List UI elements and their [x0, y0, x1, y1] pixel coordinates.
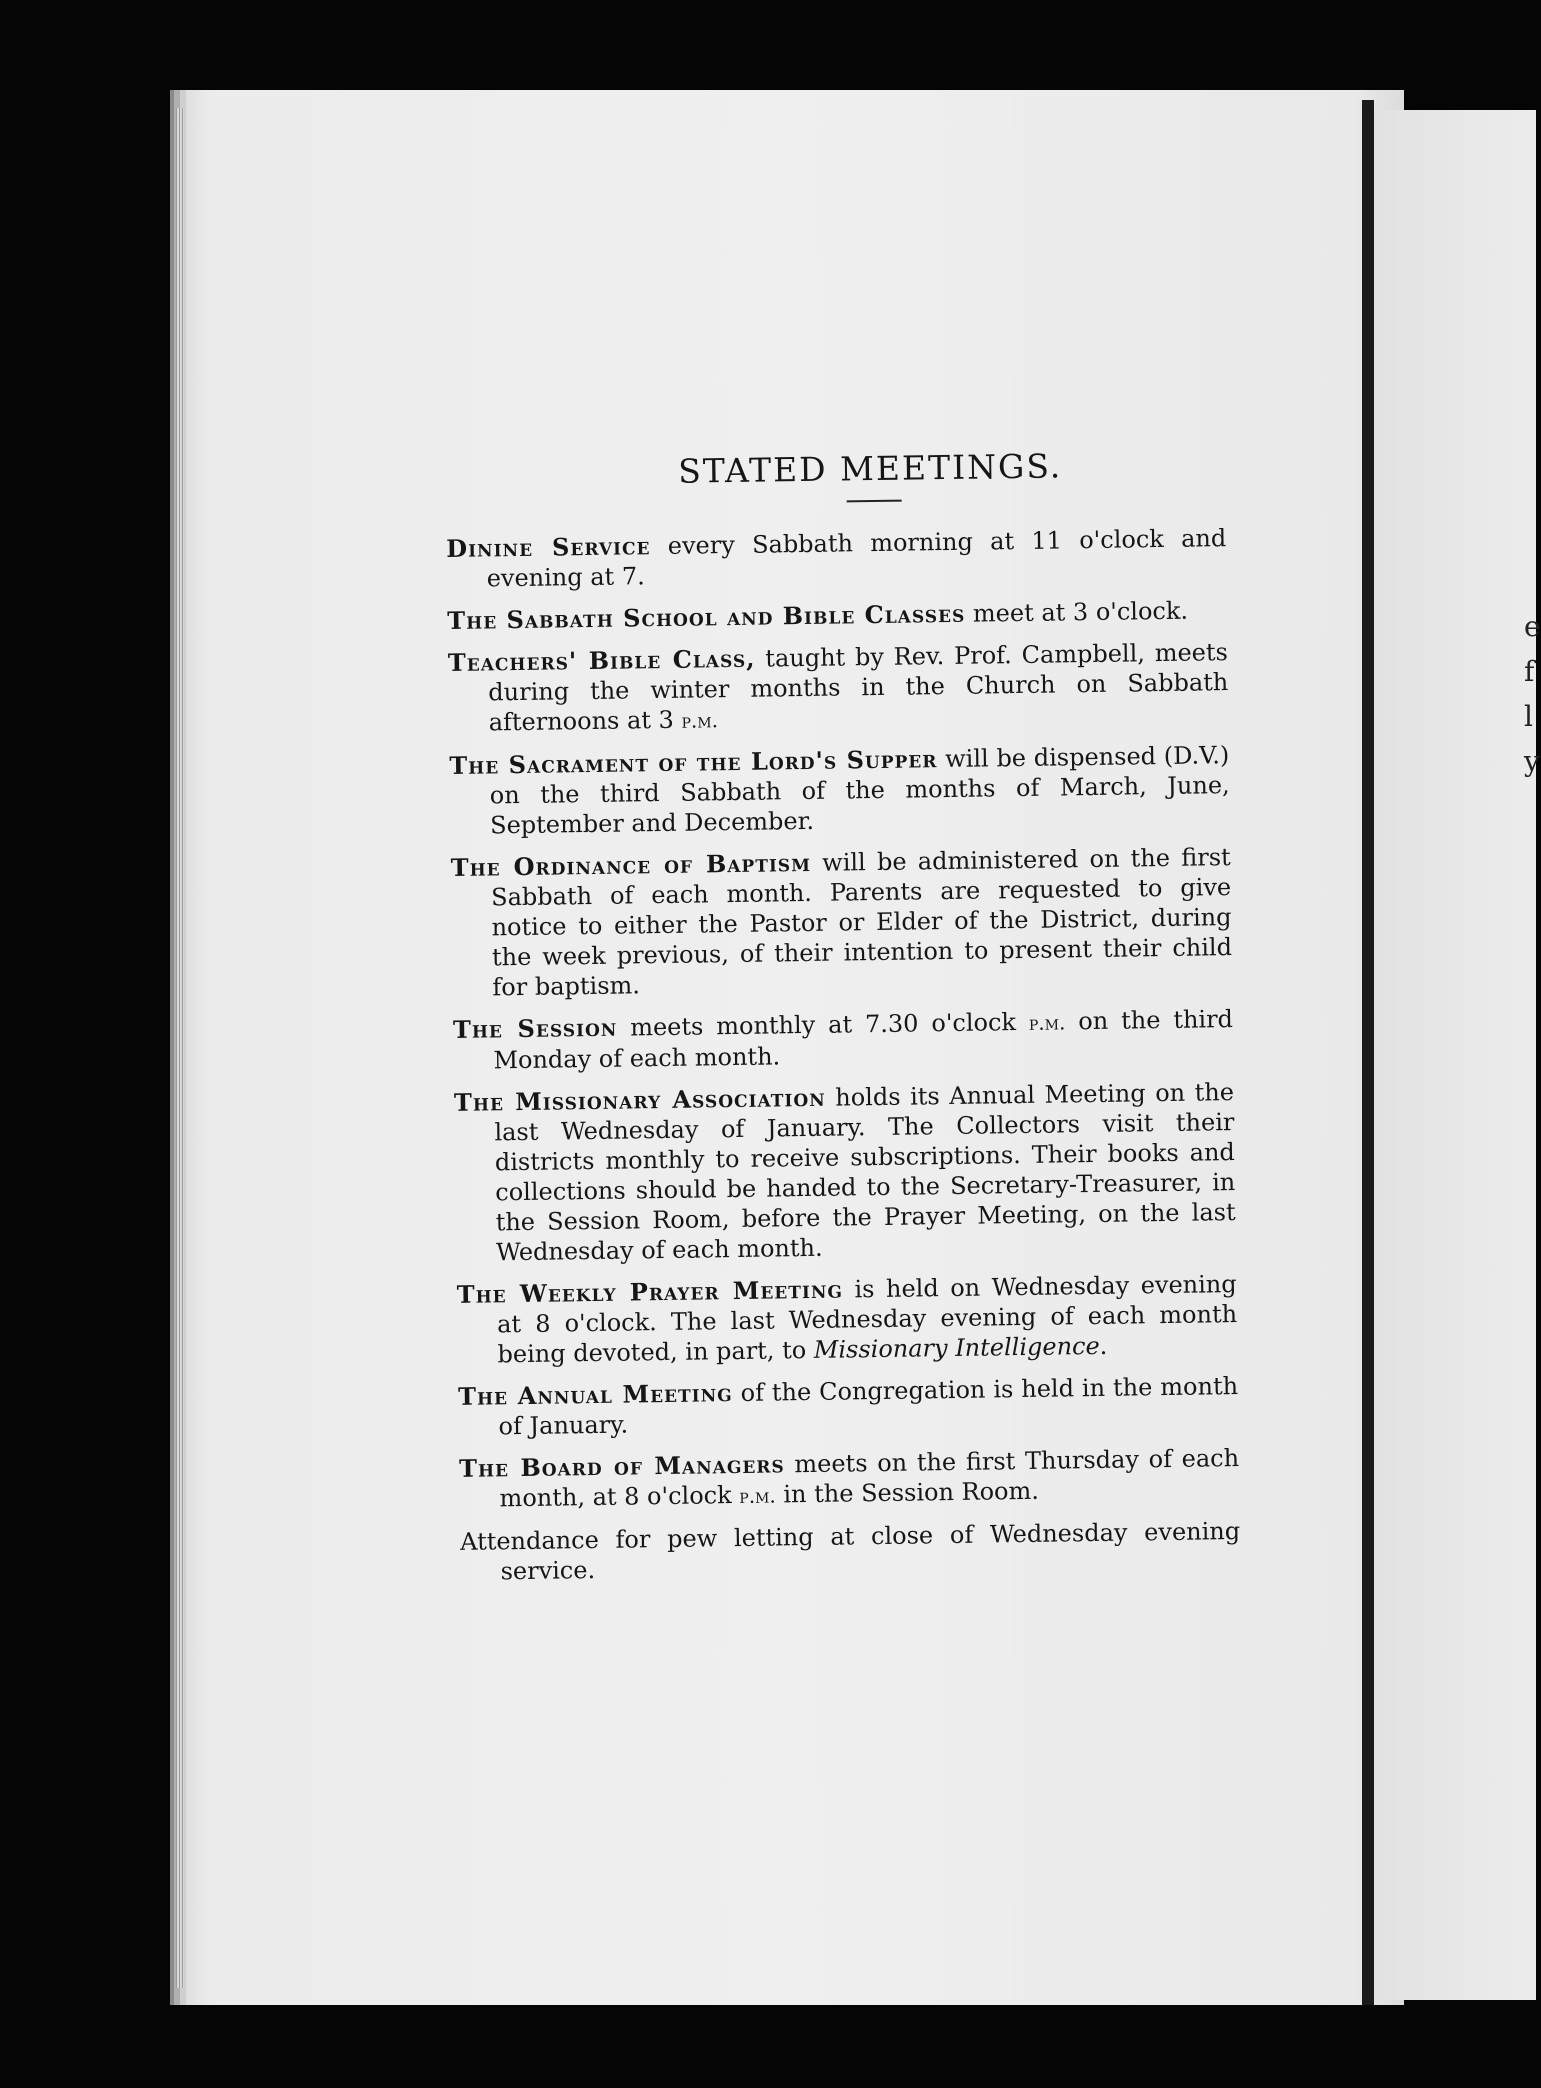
entry-sacrament	[449, 740, 1230, 841]
title-rule	[846, 500, 901, 503]
entry-lead: The Ordinance of Baptism	[450, 847, 812, 882]
entry-lead: The Board of Managers	[458, 1449, 785, 1483]
entry-text: meets on the first Thursday of each month, at 8 o'clock	[499, 1444, 1240, 1513]
entry-text: meets monthly at 7.30 o'clock	[617, 1007, 1030, 1042]
entry-time-suffix: p.m.	[739, 1483, 776, 1508]
entry-text-cont: .	[1099, 1331, 1108, 1360]
entry-text: of the Congregation is held in the month of January.	[498, 1372, 1239, 1441]
entry-text-cont: on the third Monday of each month.	[493, 1005, 1234, 1075]
entry-pew-letting	[460, 1516, 1241, 1587]
entry-text-cont: in the Session Room.	[775, 1476, 1040, 1509]
entry-text: taught by Rev. Prof. Campbell, meets during the winter months in the Church on Sabbath afternoons at 3	[488, 638, 1229, 737]
entry-lead: Dinine Service	[446, 531, 651, 563]
entry-text: holds its Annual Meeting on the last Wednesday of January. The Collectors visit their districts monthly to receive subscriptions. Their books and collections should be handed to the Secretary-Treasurer, in the Session Room, before the Prayer Meeting, on the last Wednesday of each month.	[494, 1078, 1236, 1267]
entry-time-suffix: p.m.	[681, 708, 719, 733]
entry-text: will be administered on the first Sabbath of each month. Parents are requested to give notice to either the Pastor or Elder of the District, during the week previous, of their intention to present their child for baptism.	[490, 843, 1233, 1002]
entry-annual-meeting	[458, 1371, 1239, 1442]
entry-lead: The Annual Meeting	[457, 1378, 733, 1411]
entry-lead: Teachers' Bible Class,	[447, 643, 756, 677]
entry-divine-service	[446, 523, 1227, 594]
page-edge	[176, 108, 184, 1988]
entry-time-suffix: p.m.	[1028, 1010, 1066, 1035]
entry-teachers-bible-class	[448, 637, 1229, 739]
entry-emphasis: Missionary Intelligence	[813, 1331, 1100, 1364]
facing-page-letter: f	[1524, 655, 1535, 688]
entry-baptism	[451, 842, 1233, 1003]
entry-lead: The Sabbath School and Bible Classes	[447, 598, 966, 635]
book-spine	[1362, 100, 1374, 2005]
entry-lead: The Session	[452, 1012, 618, 1044]
entry-lead: The Weekly Prayer Meeting	[456, 1274, 844, 1309]
page-title: STATED MEETINGS.	[677, 446, 1063, 491]
entry-text: is held on Wednesday evening at 8 o'clock. The last Wednesday evening of each month being devoted, in part, to	[496, 1270, 1238, 1369]
entry-missionary-association	[454, 1077, 1236, 1268]
facing-page-letter: e	[1524, 610, 1541, 643]
entry-sabbath-school	[447, 595, 1227, 636]
facing-page-letter: y	[1524, 745, 1540, 778]
page-content	[445, 444, 1241, 1599]
entry-text: will be dispensed (D.V.) on the third Sabbath of the months of March, June, September and December.	[489, 741, 1230, 840]
entry-text: meet at 3 o'clock.	[965, 596, 1189, 628]
entry-lead: The Missionary Association	[453, 1082, 826, 1117]
facing-page-letter: l	[1524, 700, 1533, 733]
entry-lead: The Sacrament of the Lord's Supper	[449, 744, 938, 780]
entry-text: every Sabbath morning at 11 o'clock and evening at 7.	[486, 524, 1227, 593]
entry-text: Attendance for pew letting at close of Wednesday evening service.	[459, 1517, 1241, 1586]
facing-page	[1374, 110, 1541, 2000]
entry-board-of-managers	[459, 1443, 1240, 1515]
entry-prayer-meeting	[457, 1269, 1238, 1370]
entry-session	[453, 1004, 1234, 1076]
